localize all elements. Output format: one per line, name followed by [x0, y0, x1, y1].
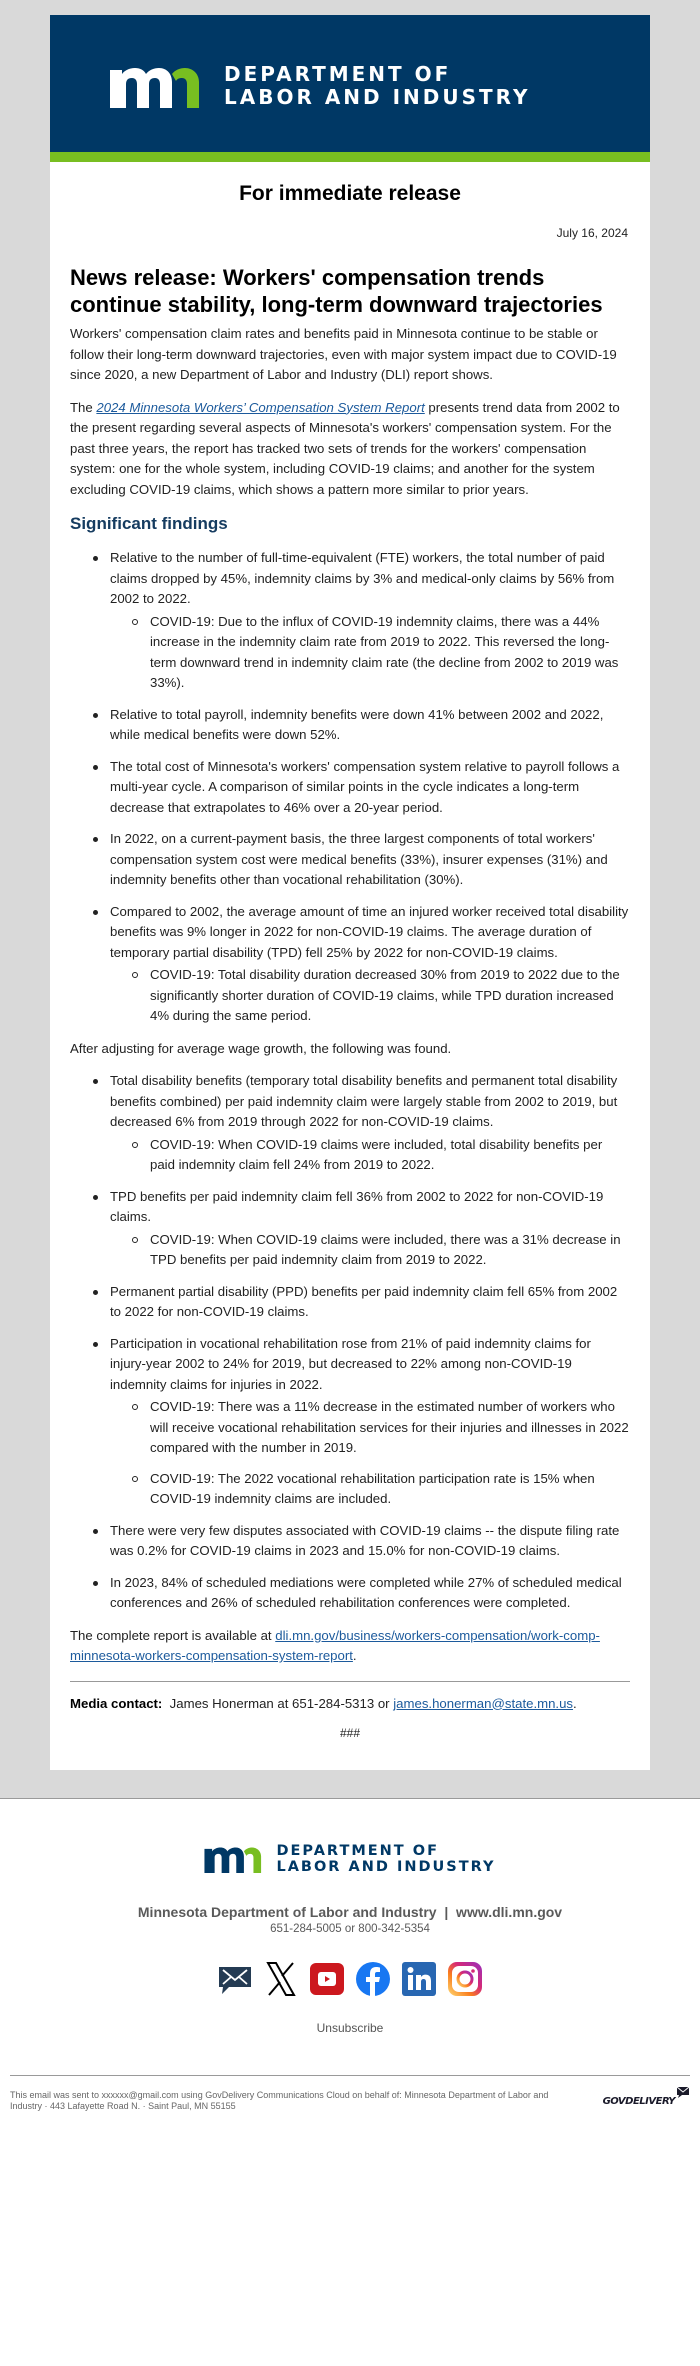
social-links: [0, 1961, 700, 1997]
report-paragraph: [70, 398, 630, 501]
email-link[interactable]: james.honerman@state.mn.us: [393, 1695, 574, 1711]
intro-paragraph: Workers' compensation claim rates and benefits paid in Minnesota continue to be stable or follow their long-term downward trajectories, even with major system impact due to COVID-19 since 2020, a new Department of Labor and Industry (DLI) report shows.: [70, 326, 617, 382]
finding-item: In 2022, on a current-payment basis, the three largest components of total workers' compensation system cost were medical benefits (33%), insurer expenses (31%) and indemnity benefits other than vocational rehabilitation (30%).: [110, 829, 630, 891]
covid-note: COVID-19: When COVID-19 claims were included, total disability benefits per paid indemnity claim fell 24% from 2019 to 2022.: [150, 1135, 630, 1176]
covid-note: COVID-19: There was a 11% decrease in the estimated number of workers who will receive vocational rehabilitation services for their injuries and illnesses in 2022 compared with the number in 2019.: [150, 1397, 630, 1459]
mn-logo-icon: [110, 64, 206, 108]
legal-text: This email was sent to xxxxxx@gmail.com using GovDelivery Communications Cloud on behalf of: Minnesota Department of Labor and Industry · 443 Lafayette Road N. · Saint Paul, MN 55155: [10, 2089, 549, 2111]
finding-item: [110, 548, 630, 694]
youtube-icon[interactable]: [309, 1961, 345, 1997]
unsubscribe-link[interactable]: Unsubscribe: [316, 2020, 384, 2035]
finding-item: Relative to total payroll, indemnity benefits were down 41% between 2002 and 2022, while medical benefits were down 52%.: [110, 705, 630, 746]
logo-wordmark: [224, 63, 530, 109]
facebook-icon[interactable]: [355, 1961, 391, 1997]
phone-line: 651-284-5005 or 800-342-5354: [270, 1922, 430, 1935]
text: .: [573, 1695, 577, 1711]
headline: News release: Workers' compensation trends continue stability, long-term downward trajectories: [70, 265, 603, 317]
finding-item: There were very few disputes associated with COVID-19 claims -- the dispute filing rate was 0.2% for COVID-19 claims in 2023 and 15.0% for non-COVID-19 claims.: [110, 1521, 630, 1562]
covid-note: COVID-19: When COVID-19 claims were included, there was a 31% decrease in TPD benefits per paid indemnity claim from 2019 to 2022.: [150, 1230, 630, 1271]
sub-list: [110, 1397, 630, 1510]
sub-list: [110, 612, 630, 694]
report-availability: [70, 1626, 630, 1667]
section-heading: Significant findings: [70, 514, 228, 533]
text: The complete report is available at: [70, 1627, 276, 1643]
end-mark: ###: [339, 1725, 361, 1740]
govdelivery-wordmark: govdelivery: [602, 2091, 675, 2108]
finding-item: Permanent partial disability (PPD) benefits per paid indemnity claim fell 65% from 2002 to 2022 for non-COVID-19 claims.: [110, 1282, 630, 1323]
text: James Honerman at 651-284-5313 or: [162, 1695, 394, 1711]
release-date: July 16, 2024: [556, 226, 628, 240]
instagram-icon[interactable]: [447, 1961, 483, 1997]
text: .: [352, 1648, 357, 1663]
release-label: For immediate release: [239, 182, 461, 205]
govdelivery-logo[interactable]: [603, 2092, 690, 2108]
finding-item: [110, 902, 630, 1027]
findings-list: [70, 548, 630, 1027]
finding-text: Participation in vocational rehabilitation rose from 21% of paid indemnity claims for injury-year 2002 to 24% for 2019, but decreased to 22% among non-COVID-19 indemnity claims for injuries in 2022.: [110, 1335, 591, 1392]
text: The: [70, 399, 97, 415]
wage-adjusted-list: [70, 1071, 630, 1614]
covid-note: COVID-19: Total disability duration decreased 30% from 2019 to 2022 due to the significantly shorter duration of COVID-19 claims, while TPD duration increased 4% during the same period.: [150, 965, 630, 1027]
accent-bar: [50, 152, 650, 162]
email-updates-icon[interactable]: [217, 1961, 253, 1997]
finding-text: TPD benefits per paid indemnity claim fell 36% from 2002 to 2022 for non-COVID-19 claims.: [110, 1188, 604, 1224]
finding-item: [110, 1187, 630, 1271]
media-contact: [70, 1694, 630, 1714]
mn-logo-icon: [204, 1845, 266, 1873]
finding-text: Total disability benefits (temporary total disability benefits and permanent total disability benefits combined) per paid indemnity claim were largely stable from 2002 to 2019, but decreased 6% from 2019 through 2022 for non-COVID-19 claims.: [110, 1073, 618, 1129]
footer: [0, 1799, 700, 2035]
wage-adjusted-lead: After adjusting for average wage growth, the following was found.: [70, 1040, 452, 1056]
sub-list: [110, 965, 630, 1027]
sub-list: [110, 1135, 630, 1176]
legal-footer: [0, 2076, 700, 2122]
logo-line1: DEPARTMENT OF: [276, 1842, 439, 1859]
finding-text: Compared to 2002, the average amount of time an injured worker received total disability benefits was 9% longer in 2022 for non-COVID-19 claims. The average duration of temporary partial disability (TPD) fell 25% by 2022 for non-COVID-19 claims.: [110, 903, 629, 960]
x-twitter-icon[interactable]: [263, 1961, 299, 1997]
header-banner: [50, 15, 650, 152]
logo-line2: LABOR AND INDUSTRY: [276, 1858, 496, 1875]
release-content: [50, 162, 650, 1770]
finding-item: [110, 1334, 630, 1510]
dli-logo[interactable]: [110, 63, 530, 109]
divider: [70, 1681, 630, 1682]
logo-line2: LABOR AND INDUSTRY: [224, 85, 531, 109]
footer-wordmark: [276, 1843, 495, 1875]
finding-item: [110, 1071, 630, 1176]
report-link[interactable]: 2024 Minnesota Workers’ Compensation System Report: [96, 399, 425, 415]
envelope-icon: [676, 2086, 690, 2098]
sub-list: [110, 1230, 630, 1271]
covid-note: COVID-19: The 2022 vocational rehabilitation participation rate is 15% when COVID-19 indemnity claims are included.: [150, 1469, 630, 1510]
linkedin-icon[interactable]: [401, 1961, 437, 1997]
covid-note: COVID-19: Due to the influx of COVID-19 indemnity claims, there was a 44% increase in the indemnity claim rate from 2019 to 2022. This reversed the long-term downward trend in indemnity claim rate (the decline from 2002 to 2019 was 33%).: [150, 612, 630, 694]
text: presents trend data from 2002 to the present regarding several aspects of Minnesota's workers' compensation system. For the past three years, the report has tracked two sets of trends for the workers' compensation system: one for the whole system, including COVID-19 claims; and another for the system excluding COVID-19 claims, which shows a pattern more similar to prior years.: [70, 399, 620, 497]
full-report-link[interactable]: dli.mn.gov/business/workers-compensation/work-comp-minnesota-workers-compensation-system-report: [70, 1627, 600, 1663]
finding-item: The total cost of Minnesota's workers' compensation system relative to payroll follows a multi-year cycle. A comparison of similar points in the cycle indicates a long-term decrease that extrapolates to 46% over a 20-year period.: [110, 757, 630, 819]
media-contact-label: Media contact:: [70, 1695, 163, 1711]
email-card: [50, 15, 650, 1770]
footer-logo[interactable]: [204, 1843, 495, 1875]
finding-text: Relative to the number of full-time-equivalent (FTE) workers, the total number of paid claims dropped by 45%, indemnity claims by 3% and medical-only claims by 56% from 2002 to 2022.: [110, 550, 615, 606]
org-line: Minnesota Department of Labor and Industry | www.dli.mn.gov: [137, 1903, 563, 1920]
logo-line1: DEPARTMENT OF: [224, 62, 452, 86]
finding-item: In 2023, 84% of scheduled mediations were completed while 27% of scheduled medical conferences and 26% of scheduled rehabilitation conferences were completed.: [110, 1573, 630, 1614]
